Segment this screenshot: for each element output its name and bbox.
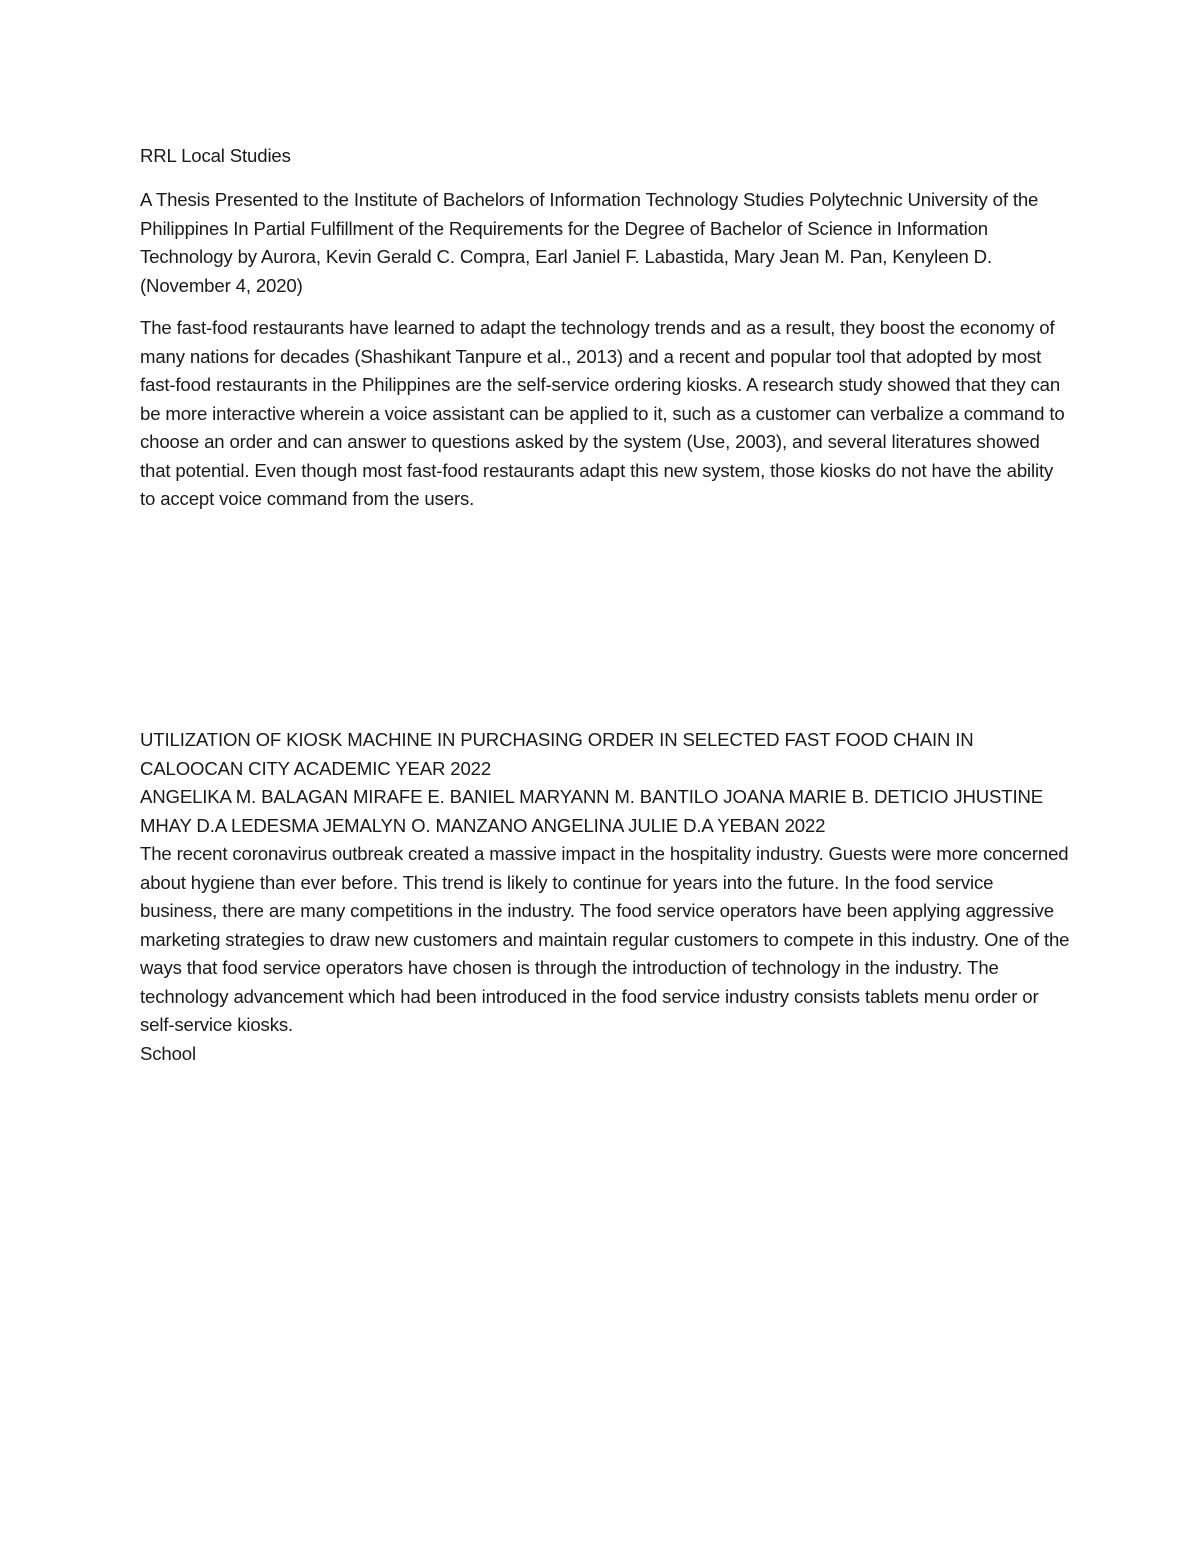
study-one-summary-block — [140, 314, 1070, 514]
study-one-summary: The fast-food restaurants have learned to adapt the technology trends and as a result, they boost the economy of many nations for decades (Shashikant Tanpure et al., 2013) and a recent and popular tool that adopted by most fast-food restaurants in the Philippines are the self-service ordering kiosks. A research study showed that they can be more interactive wherein a voice assistant can be applied to it, such as a customer can verbalize a command to choose an order and can answer to questions asked by the system (Use, 2003), and several literatures showed that potential. Even though most fast-food restaurants adapt this new system, those kiosks do not have the ability to accept voice command from the users. — [140, 317, 1065, 509]
study-two-summary: The recent coronavirus outbreak created a massive impact in the hospitality industry. Guests were more concerned about hygiene than ever before. This trend is likely to continue for years into the future. In the food service business, there are many competitions in the industry. The food service operators have been applying aggressive marketing strategies to draw new customers and maintain regular customers to compete in this industry. One of the ways that food service operators have chosen is through the introduction of technology in the industry. The technology advancement which had been introduced in the food service industry consists tablets menu order or self-service kiosks. — [140, 843, 1070, 1035]
study-one-citation: A Thesis Presented to the Institute of Bachelors of Information Technology Studies Polytechnic University of the Philippines In Partial Fulfillment of the Requirements for the Degree of Bachelor of Science in Information Technology by Aurora, Kevin Gerald C. Compra, Earl Janiel F. Labastida, Mary Jean M. Pan, Kenyleen D. (November 4, 2020) — [140, 189, 1039, 296]
section-heading: RRL Local Studies — [140, 145, 291, 166]
section-heading-block — [140, 142, 1070, 171]
study-two-block — [140, 726, 1070, 1068]
study-two-title: UTILIZATION OF KIOSK MACHINE IN PURCHASING ORDER IN SELECTED FAST FOOD CHAIN IN CALOOCAN CITY ACADEMIC YEAR 2022 — [140, 729, 974, 779]
study-one-citation-block — [140, 186, 1070, 300]
study-two-source-label: School — [140, 1042, 196, 1064]
study-two-authors: ANGELIKA M. BALAGAN MIRAFE E. BANIEL MARYANN M. BANTILO JOANA MARIE B. DETICIO JHUSTINE MHAY D.A LEDESMA JEMALYN O. MANZANO ANGELINA JULIE D.A YEBAN 2022 — [140, 786, 1044, 836]
